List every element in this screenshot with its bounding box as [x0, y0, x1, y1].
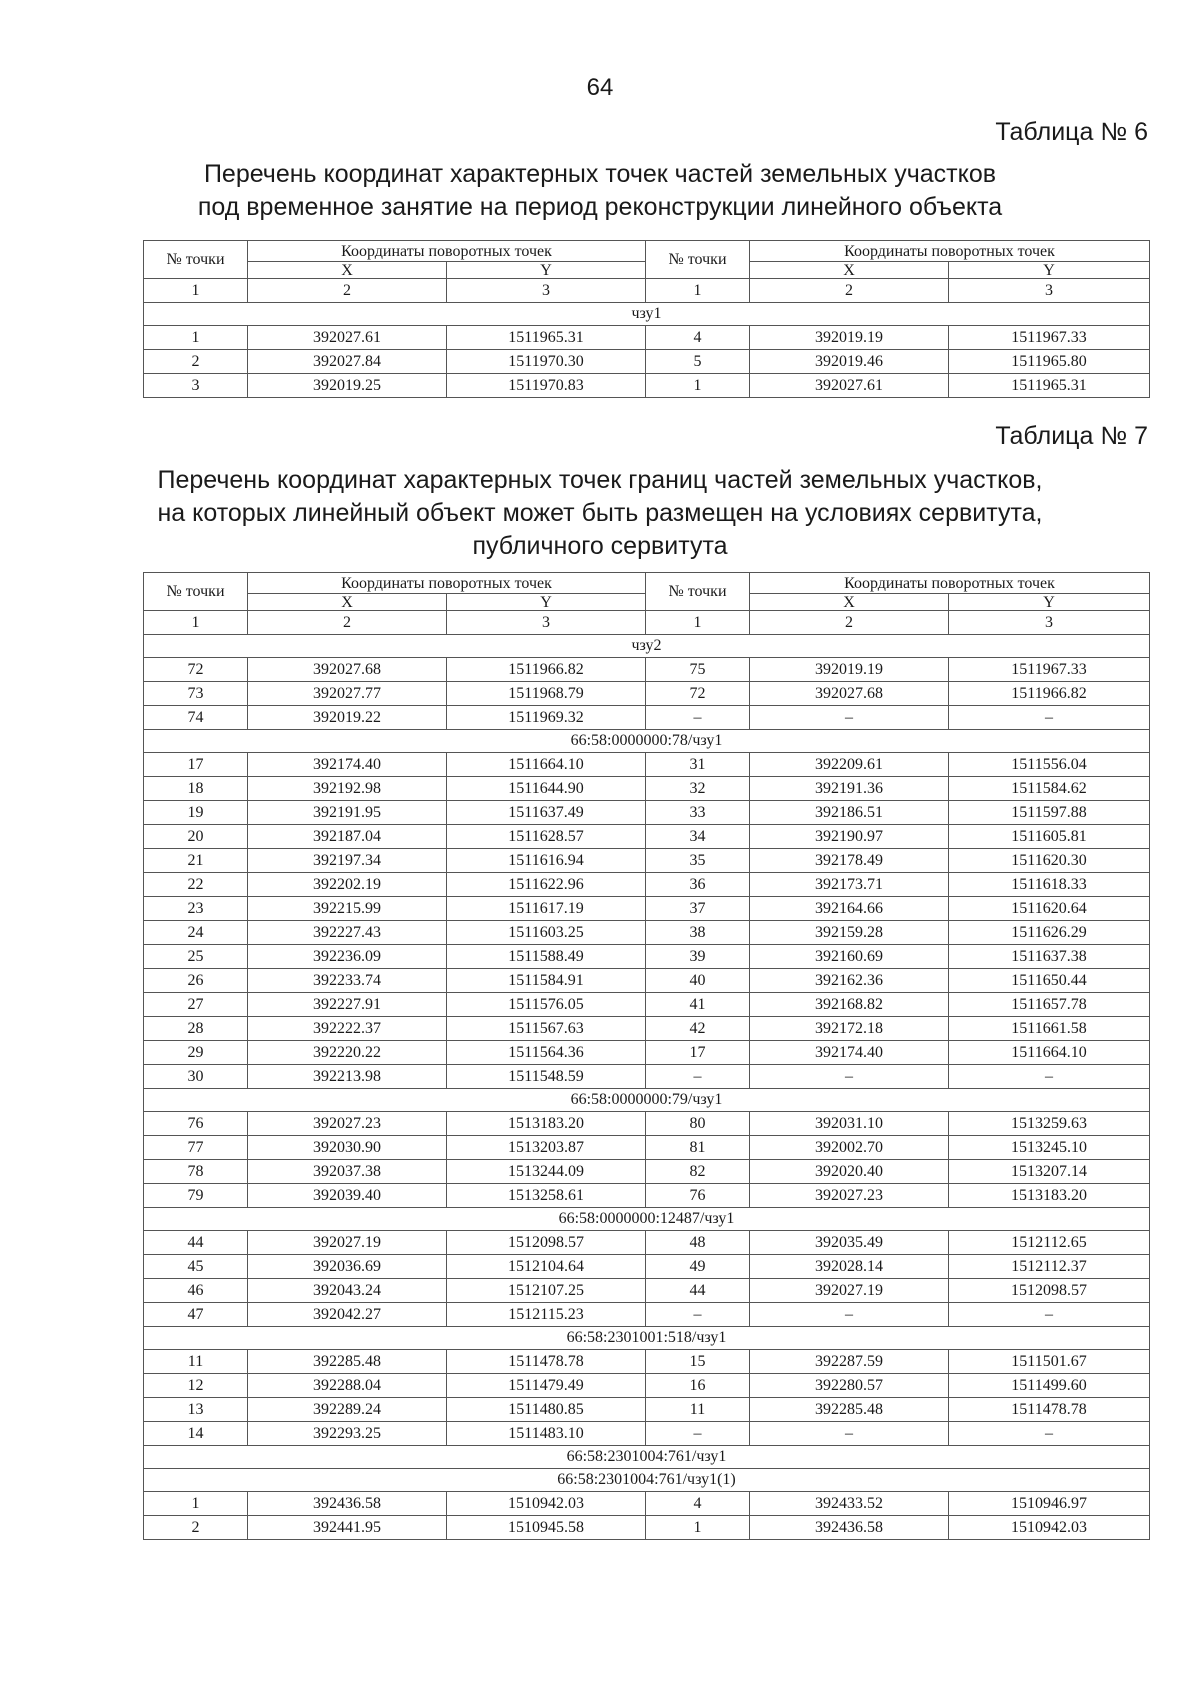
table-row — [144, 1492, 1150, 1516]
y-value: 1511967.33 — [949, 326, 1150, 350]
column-number: 2 — [750, 279, 949, 303]
x-value: 392293.25 — [248, 1422, 447, 1446]
x-value: 392002.70 — [750, 1136, 949, 1160]
x-value: 392019.19 — [750, 658, 949, 682]
y-value: 1511970.30 — [447, 350, 646, 374]
point-no: 38 — [646, 921, 750, 945]
table-7-label: Таблица № 7 — [995, 422, 1148, 450]
coords-header: Координаты поворотных точек — [750, 241, 1150, 262]
y-value: 1511548.59 — [447, 1065, 646, 1089]
point-no: 41 — [646, 993, 750, 1017]
column-number: 1 — [646, 279, 750, 303]
y-value: 1510942.03 — [447, 1492, 646, 1516]
y-value: 1511644.90 — [447, 777, 646, 801]
table-row — [144, 1160, 1150, 1184]
y-value: 1511618.33 — [949, 873, 1150, 897]
header-row — [144, 241, 1150, 262]
column-number: 2 — [750, 611, 949, 635]
table-row — [144, 1422, 1150, 1446]
y-value: 1511969.32 — [447, 706, 646, 730]
x-value: 392037.38 — [248, 1160, 447, 1184]
table-row — [144, 682, 1150, 706]
section-name: 66:58:2301001:518/чзу1 — [144, 1327, 1150, 1350]
x-value: 392190.97 — [750, 825, 949, 849]
y-value: 1511967.33 — [949, 658, 1150, 682]
table-7 — [143, 572, 1150, 1540]
x-value: 392236.09 — [248, 945, 447, 969]
point-no: 5 — [646, 350, 750, 374]
table-row — [144, 1516, 1150, 1540]
point-no: 35 — [646, 849, 750, 873]
point-no: 81 — [646, 1136, 750, 1160]
table-6-label: Таблица № 6 — [995, 118, 1148, 146]
section-row — [144, 303, 1150, 326]
x-value: – — [750, 1303, 949, 1327]
point-no: 28 — [144, 1017, 248, 1041]
table-7-title — [0, 464, 1200, 563]
section-row — [144, 1327, 1150, 1350]
y-value: 1511616.94 — [447, 849, 646, 873]
x-value: 392168.82 — [750, 993, 949, 1017]
table-row — [144, 1231, 1150, 1255]
table-6-title-line-1: Перечень координат характерных точек частей земельных участков — [203, 160, 997, 188]
y-value: 1513207.14 — [949, 1160, 1150, 1184]
section-name: 66:58:0000000:12487/чзу1 — [144, 1208, 1150, 1231]
point-no: – — [646, 1065, 750, 1089]
table-6-title-line-2: под временное занятие на период реконструкции линейного объекта — [197, 193, 1003, 221]
x-value: 392036.69 — [248, 1255, 447, 1279]
point-no: 14 — [144, 1422, 248, 1446]
y-value: 1513259.63 — [949, 1112, 1150, 1136]
y-header: Y — [447, 262, 646, 279]
x-value: 392160.69 — [750, 945, 949, 969]
table-6 — [143, 240, 1150, 398]
point-no: 19 — [144, 801, 248, 825]
table-row — [144, 993, 1150, 1017]
y-value: 1513183.20 — [447, 1112, 646, 1136]
column-number-row — [144, 611, 1150, 635]
y-value: – — [949, 1303, 1150, 1327]
y-value: – — [949, 1065, 1150, 1089]
point-no: 32 — [646, 777, 750, 801]
x-value: 392027.68 — [248, 658, 447, 682]
y-value: 1512115.23 — [447, 1303, 646, 1327]
y-value: 1510945.58 — [447, 1516, 646, 1540]
x-value: 392191.36 — [750, 777, 949, 801]
x-value: 392039.40 — [248, 1184, 447, 1208]
x-value: – — [750, 1422, 949, 1446]
point-no: 23 — [144, 897, 248, 921]
y-value: 1511564.36 — [447, 1041, 646, 1065]
x-value: 392164.66 — [750, 897, 949, 921]
point-no: 21 — [144, 849, 248, 873]
point-no: 12 — [144, 1374, 248, 1398]
x-value: 392436.58 — [248, 1492, 447, 1516]
page-number: 64 — [586, 74, 614, 101]
point-no: 42 — [646, 1017, 750, 1041]
y-value: 1511617.19 — [447, 897, 646, 921]
x-value: 392285.48 — [750, 1398, 949, 1422]
section-name: 66:58:2301004:761/чзу1(1) — [144, 1469, 1150, 1492]
table-row — [144, 374, 1150, 398]
column-number-row — [144, 279, 1150, 303]
y-value: 1513183.20 — [949, 1184, 1150, 1208]
point-no: 74 — [144, 706, 248, 730]
table-row — [144, 1279, 1150, 1303]
y-value: 1511556.04 — [949, 753, 1150, 777]
point-no: 22 — [144, 873, 248, 897]
point-no: 2 — [144, 350, 248, 374]
y-value: 1511584.91 — [447, 969, 646, 993]
point-no: 3 — [144, 374, 248, 398]
x-value: – — [750, 1065, 949, 1089]
section-row — [144, 1208, 1150, 1231]
point-no: 2 — [144, 1516, 248, 1540]
table-row — [144, 1374, 1150, 1398]
point-no: 17 — [646, 1041, 750, 1065]
table-row — [144, 1350, 1150, 1374]
y-value: 1513244.09 — [447, 1160, 646, 1184]
table-row — [144, 326, 1150, 350]
x-value: 392043.24 — [248, 1279, 447, 1303]
point-no: 1 — [144, 326, 248, 350]
column-number: 2 — [248, 279, 447, 303]
x-value: 392233.74 — [248, 969, 447, 993]
y-value: 1511479.49 — [447, 1374, 646, 1398]
column-number: 3 — [949, 611, 1150, 635]
y-value: – — [949, 706, 1150, 730]
x-value: 392173.71 — [750, 873, 949, 897]
x-value: 392213.98 — [248, 1065, 447, 1089]
x-value: 392436.58 — [750, 1516, 949, 1540]
point-no: 18 — [144, 777, 248, 801]
point-no: 29 — [144, 1041, 248, 1065]
y-value: 1511622.96 — [447, 873, 646, 897]
table-row — [144, 1303, 1150, 1327]
point-no: 72 — [144, 658, 248, 682]
y-value: 1511968.79 — [447, 682, 646, 706]
coords-header: Координаты поворотных точек — [750, 573, 1150, 594]
section-row — [144, 635, 1150, 658]
column-number: 3 — [447, 611, 646, 635]
column-number: 1 — [646, 611, 750, 635]
point-no-header: № точки — [646, 241, 750, 279]
point-no: – — [646, 706, 750, 730]
x-value: 392162.36 — [750, 969, 949, 993]
column-number: 1 — [144, 279, 248, 303]
point-no: 20 — [144, 825, 248, 849]
x-value: 392174.40 — [248, 753, 447, 777]
section-name: 66:58:0000000:79/чзу1 — [144, 1089, 1150, 1112]
point-no: 47 — [144, 1303, 248, 1327]
x-header: X — [248, 594, 447, 611]
point-no: 76 — [646, 1184, 750, 1208]
section-name: 66:58:0000000:78/чзу1 — [144, 730, 1150, 753]
point-no: – — [646, 1422, 750, 1446]
y-value: 1511620.64 — [949, 897, 1150, 921]
x-value: 392191.95 — [248, 801, 447, 825]
x-header: X — [248, 262, 447, 279]
point-no: 39 — [646, 945, 750, 969]
x-value: 392027.68 — [750, 682, 949, 706]
point-no: 76 — [144, 1112, 248, 1136]
table-row — [144, 1184, 1150, 1208]
point-no: 73 — [144, 682, 248, 706]
y-value: 1513258.61 — [447, 1184, 646, 1208]
point-no: 11 — [646, 1398, 750, 1422]
section-row — [144, 1469, 1150, 1492]
y-value: 1511650.44 — [949, 969, 1150, 993]
y-value: 1512107.25 — [447, 1279, 646, 1303]
y-value: 1511603.25 — [447, 921, 646, 945]
x-value: – — [750, 706, 949, 730]
y-value: 1512112.37 — [949, 1255, 1150, 1279]
table-row — [144, 1136, 1150, 1160]
table-row — [144, 1017, 1150, 1041]
table-7-title-line-3: публичного сервитута — [472, 532, 728, 560]
x-value: 392222.37 — [248, 1017, 447, 1041]
x-value: 392019.25 — [248, 374, 447, 398]
point-no: 16 — [646, 1374, 750, 1398]
y-value: 1511637.38 — [949, 945, 1150, 969]
point-no: 78 — [144, 1160, 248, 1184]
x-value: 392187.04 — [248, 825, 447, 849]
y-value: 1511657.78 — [949, 993, 1150, 1017]
point-no: 44 — [646, 1279, 750, 1303]
x-value: 392027.19 — [248, 1231, 447, 1255]
x-value: 392285.48 — [248, 1350, 447, 1374]
point-no: 37 — [646, 897, 750, 921]
point-no: 25 — [144, 945, 248, 969]
table-row — [144, 753, 1150, 777]
x-value: 392186.51 — [750, 801, 949, 825]
point-no-header: № точки — [144, 241, 248, 279]
y-value: 1510946.97 — [949, 1492, 1150, 1516]
y-value: 1511499.60 — [949, 1374, 1150, 1398]
x-value: 392019.19 — [750, 326, 949, 350]
y-value: 1511620.30 — [949, 849, 1150, 873]
point-no-header: № точки — [646, 573, 750, 611]
point-no: 24 — [144, 921, 248, 945]
point-no: 75 — [646, 658, 750, 682]
x-value: 392028.14 — [750, 1255, 949, 1279]
y-value: 1512098.57 — [949, 1279, 1150, 1303]
point-no: 33 — [646, 801, 750, 825]
y-value: 1511965.80 — [949, 350, 1150, 374]
y-value: 1512098.57 — [447, 1231, 646, 1255]
y-value: 1511576.05 — [447, 993, 646, 1017]
point-no: 48 — [646, 1231, 750, 1255]
table-row — [144, 969, 1150, 993]
y-value: 1511605.81 — [949, 825, 1150, 849]
y-value: 1510942.03 — [949, 1516, 1150, 1540]
x-value: 392192.98 — [248, 777, 447, 801]
point-no: 4 — [646, 326, 750, 350]
y-value: 1512112.65 — [949, 1231, 1150, 1255]
point-no: 44 — [144, 1231, 248, 1255]
table-row — [144, 1065, 1150, 1089]
x-value: 392215.99 — [248, 897, 447, 921]
point-no: 46 — [144, 1279, 248, 1303]
point-no: 80 — [646, 1112, 750, 1136]
point-no: 4 — [646, 1492, 750, 1516]
point-no: 82 — [646, 1160, 750, 1184]
y-header: Y — [949, 262, 1150, 279]
table-row — [144, 945, 1150, 969]
x-value: 392020.40 — [750, 1160, 949, 1184]
column-number: 2 — [248, 611, 447, 635]
point-no: – — [646, 1303, 750, 1327]
x-header: X — [750, 262, 949, 279]
y-value: 1513245.10 — [949, 1136, 1150, 1160]
x-value: 392202.19 — [248, 873, 447, 897]
point-no: 40 — [646, 969, 750, 993]
table-row — [144, 873, 1150, 897]
table-row — [144, 350, 1150, 374]
x-value: 392172.18 — [750, 1017, 949, 1041]
x-value: 392042.27 — [248, 1303, 447, 1327]
y-header: Y — [949, 594, 1150, 611]
point-no: 45 — [144, 1255, 248, 1279]
y-value: 1511478.78 — [949, 1398, 1150, 1422]
point-no: 11 — [144, 1350, 248, 1374]
y-value: 1511480.85 — [447, 1398, 646, 1422]
y-value: 1511637.49 — [447, 801, 646, 825]
point-no: 30 — [144, 1065, 248, 1089]
section-name: чзу1 — [144, 303, 1150, 326]
x-value: 392287.59 — [750, 1350, 949, 1374]
table-row — [144, 849, 1150, 873]
x-header: X — [750, 594, 949, 611]
y-value: 1511966.82 — [447, 658, 646, 682]
y-header: Y — [447, 594, 646, 611]
point-no: 1 — [646, 1516, 750, 1540]
y-value: 1511661.58 — [949, 1017, 1150, 1041]
y-value: 1511567.63 — [447, 1017, 646, 1041]
x-value: 392220.22 — [248, 1041, 447, 1065]
section-name: чзу2 — [144, 635, 1150, 658]
x-value: 392227.43 — [248, 921, 447, 945]
header-row — [144, 573, 1150, 594]
x-value: 392035.49 — [750, 1231, 949, 1255]
y-value: 1511664.10 — [447, 753, 646, 777]
x-value: 392197.34 — [248, 849, 447, 873]
y-value: 1511597.88 — [949, 801, 1150, 825]
point-no: 1 — [144, 1492, 248, 1516]
table-row — [144, 921, 1150, 945]
column-number: 1 — [144, 611, 248, 635]
coords-header: Координаты поворотных точек — [248, 573, 646, 594]
point-no: 26 — [144, 969, 248, 993]
point-no: 79 — [144, 1184, 248, 1208]
x-value: 392031.10 — [750, 1112, 949, 1136]
y-value: 1511965.31 — [447, 326, 646, 350]
x-value: 392227.91 — [248, 993, 447, 1017]
point-no-header: № точки — [144, 573, 248, 611]
table-row — [144, 658, 1150, 682]
x-value: 392027.61 — [248, 326, 447, 350]
x-value: 392027.77 — [248, 682, 447, 706]
table-6-title — [0, 158, 1200, 224]
y-value: 1511970.83 — [447, 374, 646, 398]
y-value: 1511584.62 — [949, 777, 1150, 801]
point-no: 72 — [646, 682, 750, 706]
point-no: 17 — [144, 753, 248, 777]
y-value: 1513203.87 — [447, 1136, 646, 1160]
point-no: 34 — [646, 825, 750, 849]
x-value: 392289.24 — [248, 1398, 447, 1422]
table-row — [144, 1398, 1150, 1422]
y-value: 1511483.10 — [447, 1422, 646, 1446]
y-value: 1511501.67 — [949, 1350, 1150, 1374]
y-value: 1511966.82 — [949, 682, 1150, 706]
table-row — [144, 897, 1150, 921]
y-value: 1511628.57 — [447, 825, 646, 849]
table-row — [144, 1112, 1150, 1136]
x-value: 392019.46 — [750, 350, 949, 374]
section-row — [144, 1446, 1150, 1469]
table-row — [144, 825, 1150, 849]
coords-header: Координаты поворотных точек — [248, 241, 646, 262]
y-value: 1511626.29 — [949, 921, 1150, 945]
x-value: 392159.28 — [750, 921, 949, 945]
column-number: 3 — [447, 279, 646, 303]
x-value: 392019.22 — [248, 706, 447, 730]
point-no: 31 — [646, 753, 750, 777]
y-value: – — [949, 1422, 1150, 1446]
x-value: 392027.23 — [750, 1184, 949, 1208]
point-no: 15 — [646, 1350, 750, 1374]
table-row — [144, 706, 1150, 730]
x-value: 392027.23 — [248, 1112, 447, 1136]
x-value: 392280.57 — [750, 1374, 949, 1398]
x-value: 392433.52 — [750, 1492, 949, 1516]
x-value: 392027.84 — [248, 350, 447, 374]
x-value: 392441.95 — [248, 1516, 447, 1540]
point-no: 13 — [144, 1398, 248, 1422]
y-value: 1511965.31 — [949, 374, 1150, 398]
x-value: 392027.19 — [750, 1279, 949, 1303]
section-row — [144, 730, 1150, 753]
table-row — [144, 777, 1150, 801]
point-no: 77 — [144, 1136, 248, 1160]
y-value: 1511664.10 — [949, 1041, 1150, 1065]
point-no: 49 — [646, 1255, 750, 1279]
table-7-title-line-2: на которых линейный объект может быть размещен на условиях сервитута, — [157, 499, 1043, 527]
table-row — [144, 1255, 1150, 1279]
table-row — [144, 1041, 1150, 1065]
x-value: 392174.40 — [750, 1041, 949, 1065]
x-value: 392027.61 — [750, 374, 949, 398]
y-value: 1511588.49 — [447, 945, 646, 969]
section-name: 66:58:2301004:761/чзу1 — [144, 1446, 1150, 1469]
x-value: 392030.90 — [248, 1136, 447, 1160]
point-no: 36 — [646, 873, 750, 897]
y-value: 1512104.64 — [447, 1255, 646, 1279]
y-value: 1511478.78 — [447, 1350, 646, 1374]
section-row — [144, 1089, 1150, 1112]
column-number: 3 — [949, 279, 1150, 303]
point-no: 1 — [646, 374, 750, 398]
point-no: 27 — [144, 993, 248, 1017]
table-7-title-line-1: Перечень координат характерных точек границ частей земельных участков, — [157, 466, 1043, 494]
x-value: 392288.04 — [248, 1374, 447, 1398]
table-row — [144, 801, 1150, 825]
x-value: 392209.61 — [750, 753, 949, 777]
x-value: 392178.49 — [750, 849, 949, 873]
